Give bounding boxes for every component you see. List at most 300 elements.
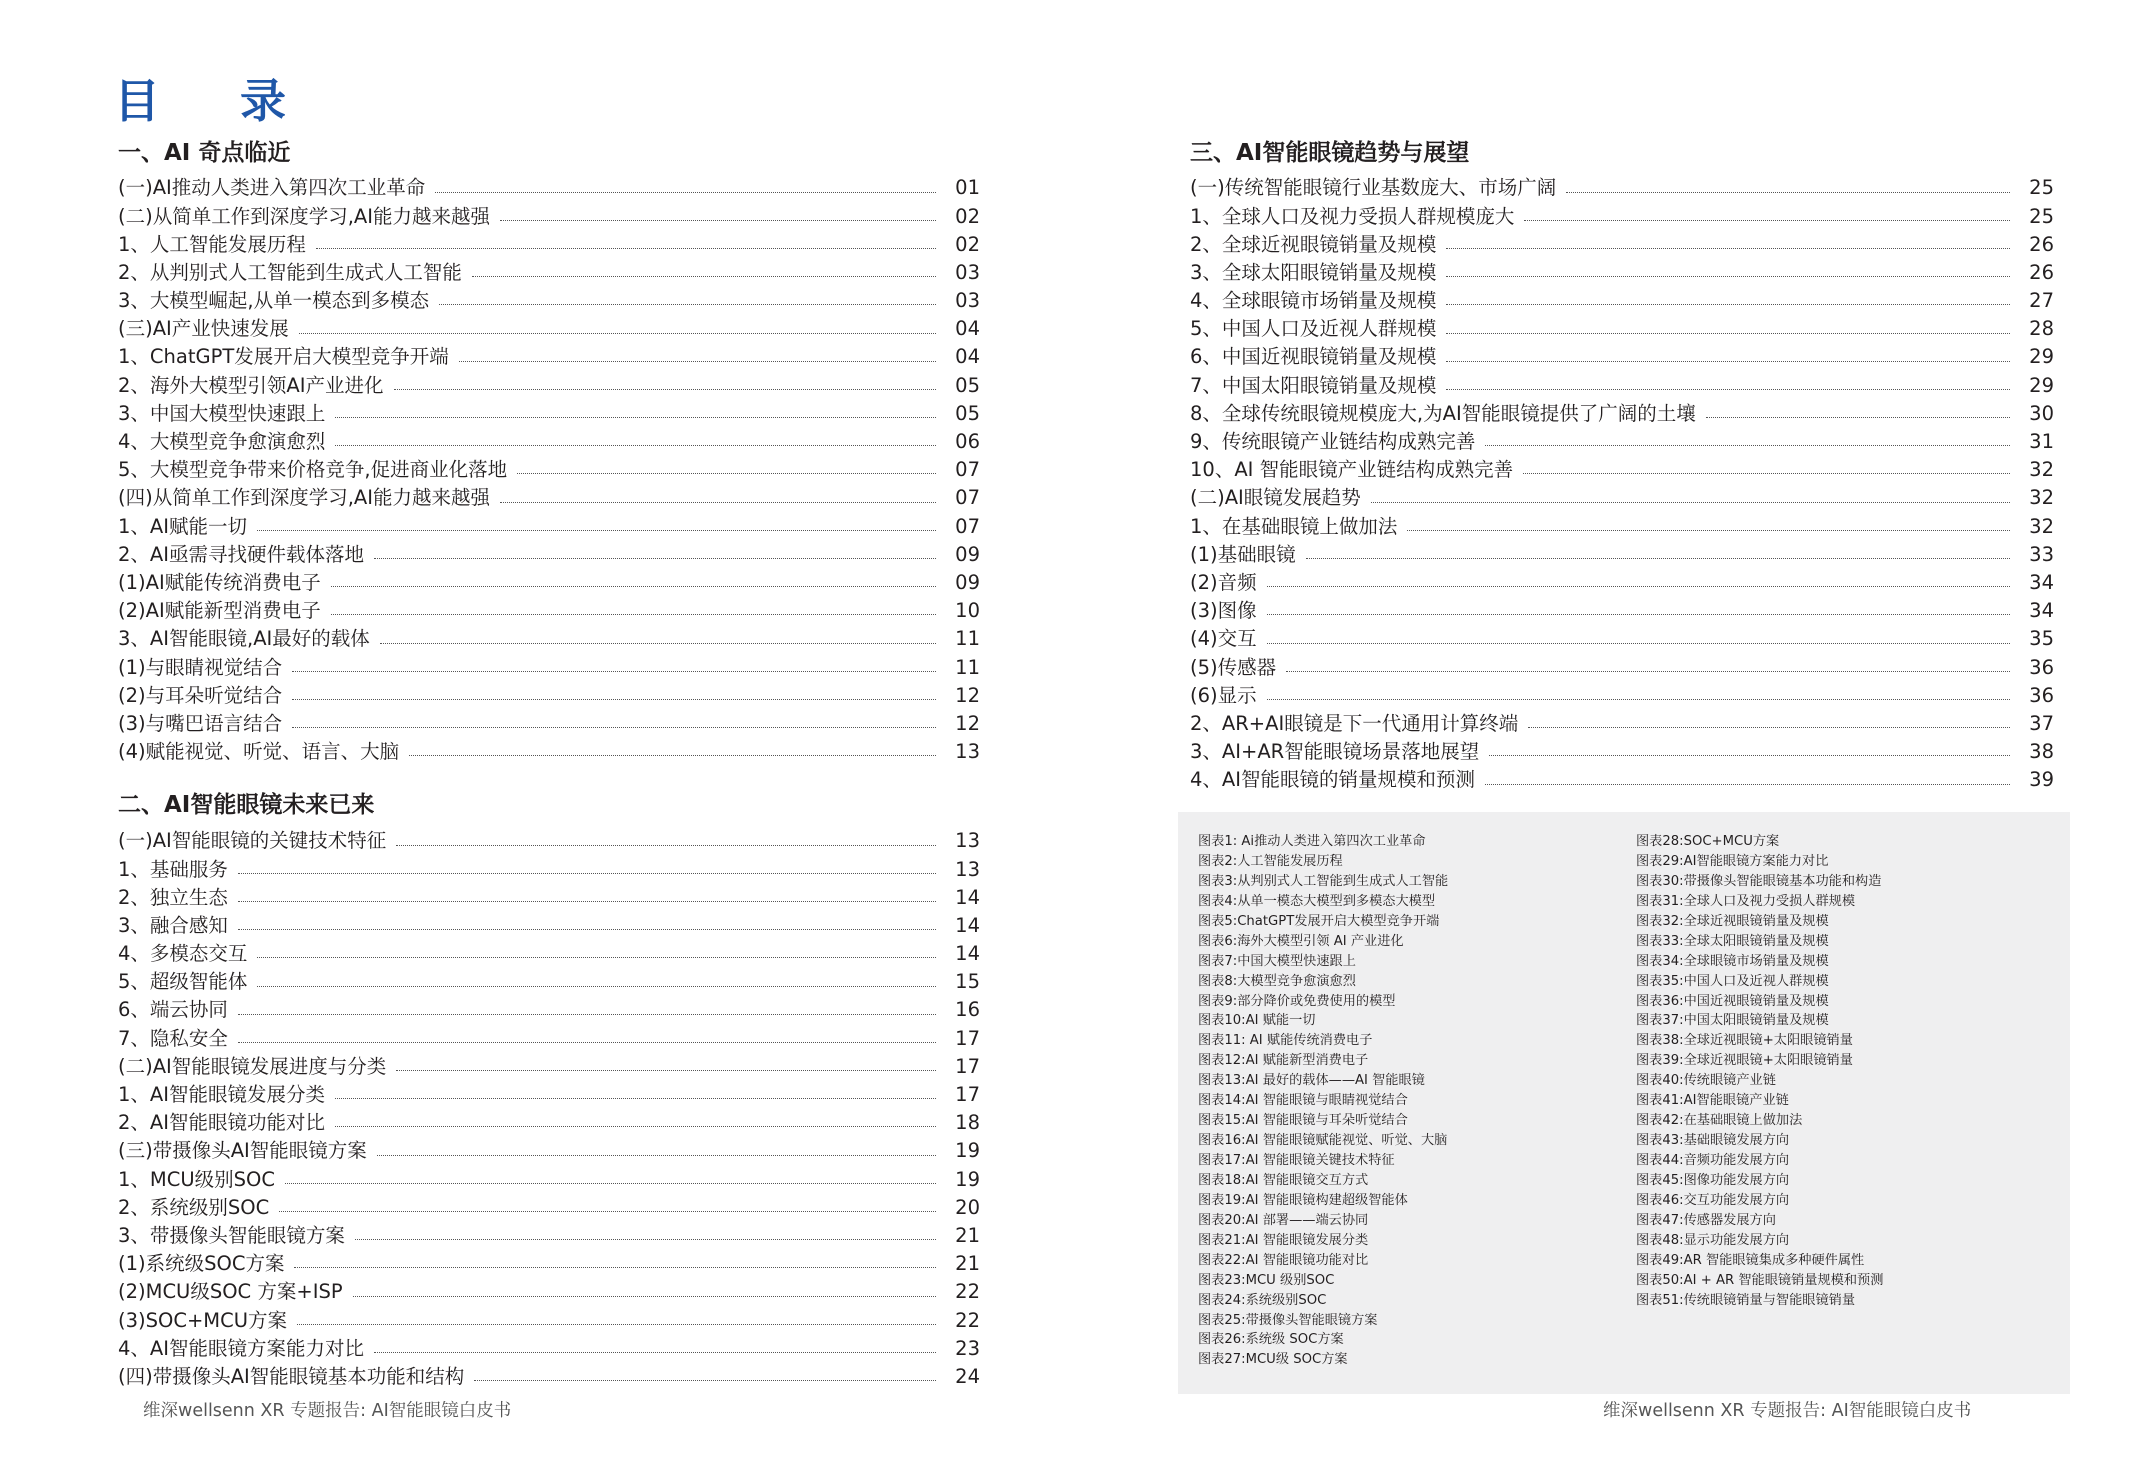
figure-list-item: 图表43:基础眼镜发展方向 [1636,1133,1790,1149]
figure-list-item: 图表31:全球人口及视力受损人群规模 [1636,893,1856,909]
toc-entry-label: 3、融合感知 [118,913,228,937]
figure-list-item: 图表41:AI智能眼镜产业链 [1636,1093,1789,1109]
toc-entry-page: 13 [955,857,980,881]
toc-entry[interactable] [1190,371,2054,399]
toc-entry-label: 3、大模型崛起,从单一模态到多模态 [118,289,430,313]
toc-entry-page: 27 [2029,289,2054,313]
toc-entry-label: 6、中国近视眼镜销量及规模 [1190,345,1437,369]
figure-list-item: 图表50:AI + AR 智能眼镜销量规模和预测 [1636,1272,1884,1288]
toc-entry[interactable] [118,968,980,996]
toc-entry[interactable] [118,569,980,597]
toc-entry-page: 09 [955,542,980,566]
toc-entry-label: 3、AI+AR智能眼镜场景落地展望 [1190,740,1480,764]
toc-leader-dots [1267,643,2010,644]
toc-leader-dots [1706,417,2010,418]
toc-entry[interactable] [118,287,980,315]
toc-leader-dots [335,1098,936,1099]
figure-list-item: 图表29:AI智能眼镜方案能力对比 [1636,853,1829,869]
toc-leader-dots [472,276,936,277]
toc-entry-page: 38 [2029,740,2054,764]
toc-entry[interactable] [118,1165,980,1193]
toc-leader-dots [374,1352,936,1353]
figure-list-item: 图表32:全球近视眼镜销量及规模 [1636,913,1829,929]
figure-list-item: 图表51:传统眼镜销量与智能眼镜销量 [1636,1292,1856,1308]
toc-leader-dots [1566,192,2010,193]
toc-entry-label: 10、AI 智能眼镜产业链结构成熟完善 [1190,458,1514,482]
toc-entry-label: (3)SOC+MCU方案 [118,1308,288,1332]
toc-entry-page: 22 [955,1280,980,1304]
toc-entry-label: (3)图像 [1190,599,1257,623]
figure-list-item: 图表21:AI 智能眼镜发展分类 [1198,1232,1369,1248]
figure-list-item: 图表1: Ai推动人类进入第四次工业革命 [1198,834,1426,849]
toc-entry-page: 35 [2029,627,2054,651]
toc-entry-page: 32 [2029,514,2054,538]
toc-leader-dots [1306,558,2010,559]
toc-entry-label: (1)AI赋能传统消费电子 [118,570,321,594]
toc-leader-dots [335,1126,936,1127]
toc-entry-page: 31 [2029,430,2054,454]
toc-entry-page: 21 [955,1223,980,1247]
toc-leader-dots [1485,784,2010,785]
section-heading-2: 二、AI智能眼镜未来已来 [118,792,375,818]
toc-leader-dots [297,1324,936,1325]
toc-leader-dots [1267,699,2010,700]
figure-list-item: 图表39:全球近视眼镜+太阳眼镜销量 [1636,1053,1853,1069]
figure-list-item: 图表5:ChatGPT发展开启大模型竞争开端 [1198,913,1440,929]
toc-entry[interactable] [118,1024,980,1052]
toc-entry[interactable] [118,540,980,568]
toc-leader-dots [355,1239,936,1240]
toc-entry[interactable] [118,996,980,1024]
toc-leader-dots [257,986,936,987]
toc-entry-label: 7、隐私安全 [118,1026,228,1050]
toc-entry-page: 15 [955,970,980,994]
toc-entry-page: 28 [2029,317,2054,341]
figure-list-item: 图表9:部分降价或免费使用的模型 [1198,993,1396,1009]
toc-entry-label: 1、基础服务 [118,857,228,881]
toc-entry-label: (1)基础眼镜 [1190,542,1296,566]
toc-entry-page: 11 [955,627,980,651]
figure-list-item: 图表47:传感器发展方向 [1636,1212,1776,1228]
figure-list-item: 图表4:从单一模态大模型到多模态大模型 [1198,893,1436,909]
toc-entry[interactable] [118,625,980,653]
figure-list-item: 图表6:海外大模型引领 AI 产业进化 [1198,933,1404,949]
toc-entry-page: 17 [955,1083,980,1107]
toc-entry[interactable] [118,230,980,258]
toc-entry-page: 14 [955,942,980,966]
toc-entry-page: 13 [955,740,980,764]
toc-entry-label: 1、人工智能发展历程 [118,232,306,256]
toc-entry[interactable] [118,827,980,855]
toc-leader-dots [238,873,936,874]
toc-entry-label: 3、全球太阳眼镜销量及规模 [1190,260,1437,284]
toc-leader-dots [459,361,936,362]
toc-entry-page: 18 [955,1111,980,1135]
toc-entry[interactable] [118,940,980,968]
toc-entry[interactable] [1190,456,2054,484]
toc-leader-dots [292,727,936,728]
toc-leader-dots [1528,727,2010,728]
figure-list-item: 图表40:传统眼镜产业链 [1636,1073,1776,1089]
toc-entry-page: 24 [955,1364,980,1388]
toc-leader-dots [279,1211,936,1212]
toc-entry[interactable] [118,1081,980,1109]
toc-entry-label: (3)与嘴巴语言结合 [118,711,283,735]
toc-entry-label: (一)传统智能眼镜行业基数庞大、市场广阔 [1190,176,1557,200]
toc-entry-label: 2、系统级别SOC [118,1195,270,1219]
toc-leader-dots [1524,220,2010,221]
toc-entry-label: (2)音频 [1190,570,1257,594]
figure-list-panel [1178,812,2070,1394]
toc-entry[interactable] [1190,512,2054,540]
toc-entry-label: (2)AI赋能新型消费电子 [118,599,321,623]
toc-entry-label: 4、大模型竞争愈演愈烈 [118,430,326,454]
toc-entry[interactable] [118,456,980,484]
toc-entry-page: 32 [2029,486,2054,510]
toc-entry-label: 3、带摄像头智能眼镜方案 [118,1223,345,1247]
toc-entry[interactable] [118,597,980,625]
toc-leader-dots [380,643,936,644]
figure-list-item: 图表46:交互功能发展方向 [1636,1192,1790,1208]
toc-entry-page: 07 [955,458,980,482]
page-title: 目 录 [114,74,319,128]
figure-list-item: 图表22:AI 智能眼镜功能对比 [1198,1252,1369,1268]
figure-list-item: 图表2:人工智能发展历程 [1198,853,1343,869]
figure-list-item: 图表19:AI 智能眼镜构建超级智能体 [1198,1192,1408,1208]
toc-entry[interactable] [1190,484,2054,512]
toc-leader-dots [474,1380,936,1381]
toc-entry-label: 9、传统眼镜产业链结构成熟完善 [1190,430,1476,454]
toc-entry[interactable] [118,738,980,766]
toc-entry[interactable] [1190,259,2054,287]
toc-list-section-2 [118,827,980,1391]
toc-entry-label: 1、全球人口及视力受损人群规模庞大 [1190,204,1515,228]
toc-leader-dots [435,192,936,193]
toc-entry[interactable] [1190,400,2054,428]
toc-entry-label: 4、AI智能眼镜的销量规模和预测 [1190,768,1475,792]
figure-list-item: 图表15:AI 智能眼镜与耳朵听觉结合 [1198,1113,1408,1129]
figure-list-item: 图表49:AR 智能眼镜集成多种硬件属性 [1636,1252,1865,1268]
toc-leader-dots [1371,502,2010,503]
toc-entry[interactable] [1190,597,2054,625]
toc-entry-page: 22 [955,1308,980,1332]
toc-entry-label: 8、全球传统眼镜规模庞大,为AI智能眼镜提供了广阔的土壤 [1190,401,1696,425]
toc-entry[interactable] [1190,315,2054,343]
toc-entry[interactable] [118,912,980,940]
toc-entry[interactable] [118,428,980,456]
toc-entry[interactable] [1190,738,2054,766]
toc-entry-page: 30 [2029,401,2054,425]
toc-entry-page: 34 [2029,599,2054,623]
toc-entry-page: 07 [955,486,980,510]
toc-entry[interactable] [1190,681,2054,709]
toc-leader-dots [500,502,936,503]
toc-leader-dots [238,929,936,930]
toc-entry-page: 26 [2029,260,2054,284]
toc-entry-page: 05 [955,401,980,425]
toc-entry[interactable] [118,343,980,371]
toc-entry[interactable] [118,1222,980,1250]
toc-entry-page: 05 [955,373,980,397]
toc-leader-dots [238,901,936,902]
figure-list-item: 图表35:中国人口及近视人群规模 [1636,973,1829,989]
figure-list-item: 图表12:AI 赋能新型消费电子 [1198,1053,1369,1069]
toc-leader-dots [1446,304,2010,305]
toc-entry-page: 25 [2029,204,2054,228]
toc-entry[interactable] [118,1334,980,1362]
toc-entry-label: (2)与耳朵听觉结合 [118,683,283,707]
toc-leader-dots [294,1267,936,1268]
toc-list-section-1 [118,174,980,766]
toc-entry-page: 13 [955,829,980,853]
toc-entry-label: 4、全球眼镜市场销量及规模 [1190,289,1437,313]
toc-leader-dots [335,445,936,446]
toc-entry-label: 1、在基础眼镜上做加法 [1190,514,1398,538]
figure-list-item: 图表28:SOC+MCU方案 [1636,834,1780,849]
toc-entry-page: 32 [2029,458,2054,482]
toc-entry[interactable] [1190,343,2054,371]
toc-entry-label: (三)AI产业快速发展 [118,317,289,341]
toc-leader-dots [1286,671,2010,672]
toc-leader-dots [1267,614,2010,615]
toc-leader-dots [292,671,936,672]
toc-leader-dots [409,755,936,756]
toc-leader-dots [292,699,936,700]
figure-list-item: 图表33:全球太阳眼镜销量及规模 [1636,933,1829,949]
figure-list-item: 图表24:系统级别SOC [1198,1292,1327,1308]
footer-left: 维深wellsenn XR 专题报告: AI智能眼镜白皮书 [143,1401,512,1421]
toc-leader-dots [316,248,936,249]
toc-leader-dots [353,1296,936,1297]
figure-list-item: 图表26:系统级 SOC方案 [1198,1332,1344,1348]
toc-entry-label: (2)MCU级SOC 方案+ISP [118,1280,343,1304]
toc-entry[interactable] [1190,653,2054,681]
toc-entry-label: (二)AI智能眼镜发展进度与分类 [118,1054,387,1078]
toc-entry-page: 36 [2029,655,2054,679]
toc-entry-page: 03 [955,260,980,284]
toc-entry[interactable] [118,1193,980,1221]
toc-entry-label: (一)AI智能眼镜的关键技术特征 [118,829,387,853]
toc-entry-label: (四)带摄像头AI智能眼镜基本功能和结构 [118,1364,465,1388]
toc-entry[interactable] [118,1053,980,1081]
toc-leader-dots [1489,755,2010,756]
toc-entry[interactable] [118,855,980,883]
toc-leader-dots [1523,473,2010,474]
toc-entry-page: 14 [955,885,980,909]
toc-entry-label: 3、中国大模型快速跟上 [118,401,326,425]
figure-list-right [1636,832,1883,1311]
figure-list-item: 图表34:全球眼镜市场销量及规模 [1636,953,1829,969]
toc-entry[interactable] [1190,287,2054,315]
toc-entry[interactable] [1190,428,2054,456]
toc-entry-page: 02 [955,204,980,228]
toc-entry-label: 5、大模型竞争带来价格竞争,促进商业化落地 [118,458,508,482]
toc-entry-page: 17 [955,1026,980,1050]
figure-list-item: 图表20:AI 部署——端云协同 [1198,1212,1369,1228]
toc-leader-dots [257,530,936,531]
toc-entry-page: 16 [955,998,980,1022]
toc-entry[interactable] [118,1250,980,1278]
toc-entry-label: (6)显示 [1190,683,1257,707]
toc-list-section-3 [1190,174,2054,794]
toc-entry-page: 19 [955,1167,980,1191]
toc-entry-label: (5)传感器 [1190,655,1277,679]
toc-entry-label: 2、全球近视眼镜销量及规模 [1190,232,1437,256]
toc-entry-page: 12 [955,683,980,707]
toc-leader-dots [331,614,936,615]
toc-entry-page: 29 [2029,373,2054,397]
toc-entry[interactable] [118,681,980,709]
figure-list-item: 图表8:大模型竞争愈演愈烈 [1198,973,1356,989]
toc-entry[interactable] [1190,174,2054,202]
figure-list-item: 图表17:AI 智能眼镜关键技术特征 [1198,1153,1395,1168]
figure-list-item: 图表3:从判别式人工智能到生成式人工智能 [1198,873,1449,889]
toc-entry[interactable] [118,1278,980,1306]
toc-entry-page: 14 [955,913,980,937]
toc-entry-page: 06 [955,430,980,454]
figure-list-item: 图表38:全球近视眼镜+太阳眼镜销量 [1636,1033,1853,1049]
toc-entry-label: 1、MCU级别SOC [118,1167,275,1191]
toc-entry[interactable] [118,653,980,681]
toc-entry-page: 20 [955,1195,980,1219]
toc-entry-label: 2、AI亟需寻找硬件载体落地 [118,542,364,566]
toc-entry-page: 37 [2029,711,2054,735]
toc-leader-dots [299,333,936,334]
figure-list-item: 图表42:在基础眼镜上做加法 [1636,1113,1803,1129]
toc-entry[interactable] [1190,625,2054,653]
toc-entry-page: 11 [955,655,980,679]
toc-leader-dots [1446,389,2010,390]
toc-entry[interactable] [1190,202,2054,230]
toc-entry-page: 23 [955,1336,980,1360]
toc-leader-dots [1407,530,2010,531]
toc-leader-dots [1485,445,2010,446]
toc-leader-dots [517,473,936,474]
toc-entry-label: (1)系统级SOC方案 [118,1252,285,1276]
toc-entry-label: (一)AI推动人类进入第四次工业革命 [118,176,426,200]
toc-entry-page: 10 [955,599,980,623]
toc-entry[interactable] [118,1137,980,1165]
toc-entry-label: (1)与眼睛视觉结合 [118,655,283,679]
toc-entry-page: 09 [955,570,980,594]
figure-list-item: 图表48:显示功能发展方向 [1636,1232,1790,1248]
toc-entry[interactable] [118,883,980,911]
toc-leader-dots [1446,248,2010,249]
figure-list-item: 图表37:中国太阳眼镜销量及规模 [1636,1013,1829,1029]
toc-entry-page: 17 [955,1054,980,1078]
toc-leader-dots [1446,333,2010,334]
toc-leader-dots [285,1183,936,1184]
toc-entry-page: 21 [955,1252,980,1276]
figure-list-item: 图表27:MCU级 SOC方案 [1198,1352,1348,1368]
toc-entry-label: (二)AI眼镜发展趋势 [1190,486,1361,510]
toc-entry-page: 36 [2029,683,2054,707]
toc-leader-dots [331,586,936,587]
figure-list-left [1198,832,1448,1370]
toc-entry[interactable] [118,1306,980,1334]
toc-entry[interactable] [118,484,980,512]
toc-entry[interactable] [118,174,980,202]
toc-entry-page: 19 [955,1139,980,1163]
toc-entry-page: 04 [955,317,980,341]
toc-entry-label: 1、AI赋能一切 [118,514,247,538]
figure-list-item: 图表13:AI 最好的载体——AI 智能眼镜 [1198,1073,1425,1089]
toc-entry-label: 3、AI智能眼镜,AI最好的载体 [118,627,370,651]
figure-list-item: 图表44:音频功能发展方向 [1636,1153,1790,1168]
toc-entry[interactable] [1190,569,2054,597]
toc-entry-page: 02 [955,232,980,256]
toc-leader-dots [439,304,936,305]
toc-entry-page: 01 [955,176,980,200]
figure-list-item: 图表18:AI 智能眼镜交互方式 [1198,1172,1369,1188]
toc-entry-page: 34 [2029,570,2054,594]
toc-entry[interactable] [1190,230,2054,258]
toc-leader-dots [1446,276,2010,277]
toc-entry-page: 29 [2029,345,2054,369]
section-heading-3: 三、AI智能眼镜趋势与展望 [1190,140,1470,166]
toc-entry-page: 12 [955,711,980,735]
figure-list-item: 图表11: AI 赋能传统消费电子 [1198,1033,1373,1049]
figure-list-item: 图表14:AI 智能眼镜与眼睛视觉结合 [1198,1093,1408,1109]
toc-entry-page: 25 [2029,176,2054,200]
toc-leader-dots [396,1070,936,1071]
toc-leader-dots [377,1155,936,1156]
toc-leader-dots [396,845,936,846]
toc-entry-label: (二)从简单工作到深度学习,AI能力越来越强 [118,204,491,228]
figure-list-item: 图表23:MCU 级别SOC [1198,1272,1335,1288]
figure-list-item: 图表30:带摄像头智能眼镜基本功能和构造 [1636,873,1882,889]
toc-entry-page: 26 [2029,232,2054,256]
toc-entry[interactable] [118,315,980,343]
toc-entry[interactable] [118,259,980,287]
toc-leader-dots [500,220,936,221]
toc-entry-label: 4、多模态交互 [118,942,248,966]
toc-entry[interactable] [118,400,980,428]
toc-leader-dots [238,1014,936,1015]
toc-entry-label: 2、AR+AI眼镜是下一代通用计算终端 [1190,711,1519,735]
toc-entry-label: 5、中国人口及近视人群规模 [1190,317,1437,341]
toc-entry-page: 39 [2029,768,2054,792]
toc-entry[interactable] [1190,766,2054,794]
toc-entry-page: 07 [955,514,980,538]
toc-entry-label: 4、AI智能眼镜方案能力对比 [118,1336,364,1360]
toc-leader-dots [257,957,936,958]
toc-entry-page: 03 [955,289,980,313]
toc-entry-page: 04 [955,345,980,369]
figure-list-item: 图表10:AI 赋能一切 [1198,1013,1316,1029]
toc-entry-label: 2、从判别式人工智能到生成式人工智能 [118,260,462,284]
toc-leader-dots [394,389,937,390]
toc-entry[interactable] [118,512,980,540]
toc-entry-label: (三)带摄像头AI智能眼镜方案 [118,1139,367,1163]
toc-leader-dots [1446,361,2010,362]
toc-leader-dots [1267,586,2010,587]
figure-list-item: 图表16:AI 智能眼镜赋能视觉、听觉、大脑 [1198,1133,1448,1149]
toc-entry[interactable] [118,1109,980,1137]
toc-entry-label: 7、中国太阳眼镜销量及规模 [1190,373,1437,397]
footer-right: 维深wellsenn XR 专题报告: AI智能眼镜白皮书 [1603,1401,1972,1421]
toc-entry[interactable] [118,371,980,399]
toc-leader-dots [374,558,936,559]
toc-entry[interactable] [118,202,980,230]
figure-list-item: 图表45:图像功能发展方向 [1636,1172,1790,1188]
toc-entry[interactable] [118,710,980,738]
toc-leader-dots [238,1042,936,1043]
toc-entry[interactable] [1190,540,2054,568]
toc-entry[interactable] [118,1363,980,1391]
toc-entry-label: (4)交互 [1190,627,1257,651]
toc-entry[interactable] [1190,710,2054,738]
